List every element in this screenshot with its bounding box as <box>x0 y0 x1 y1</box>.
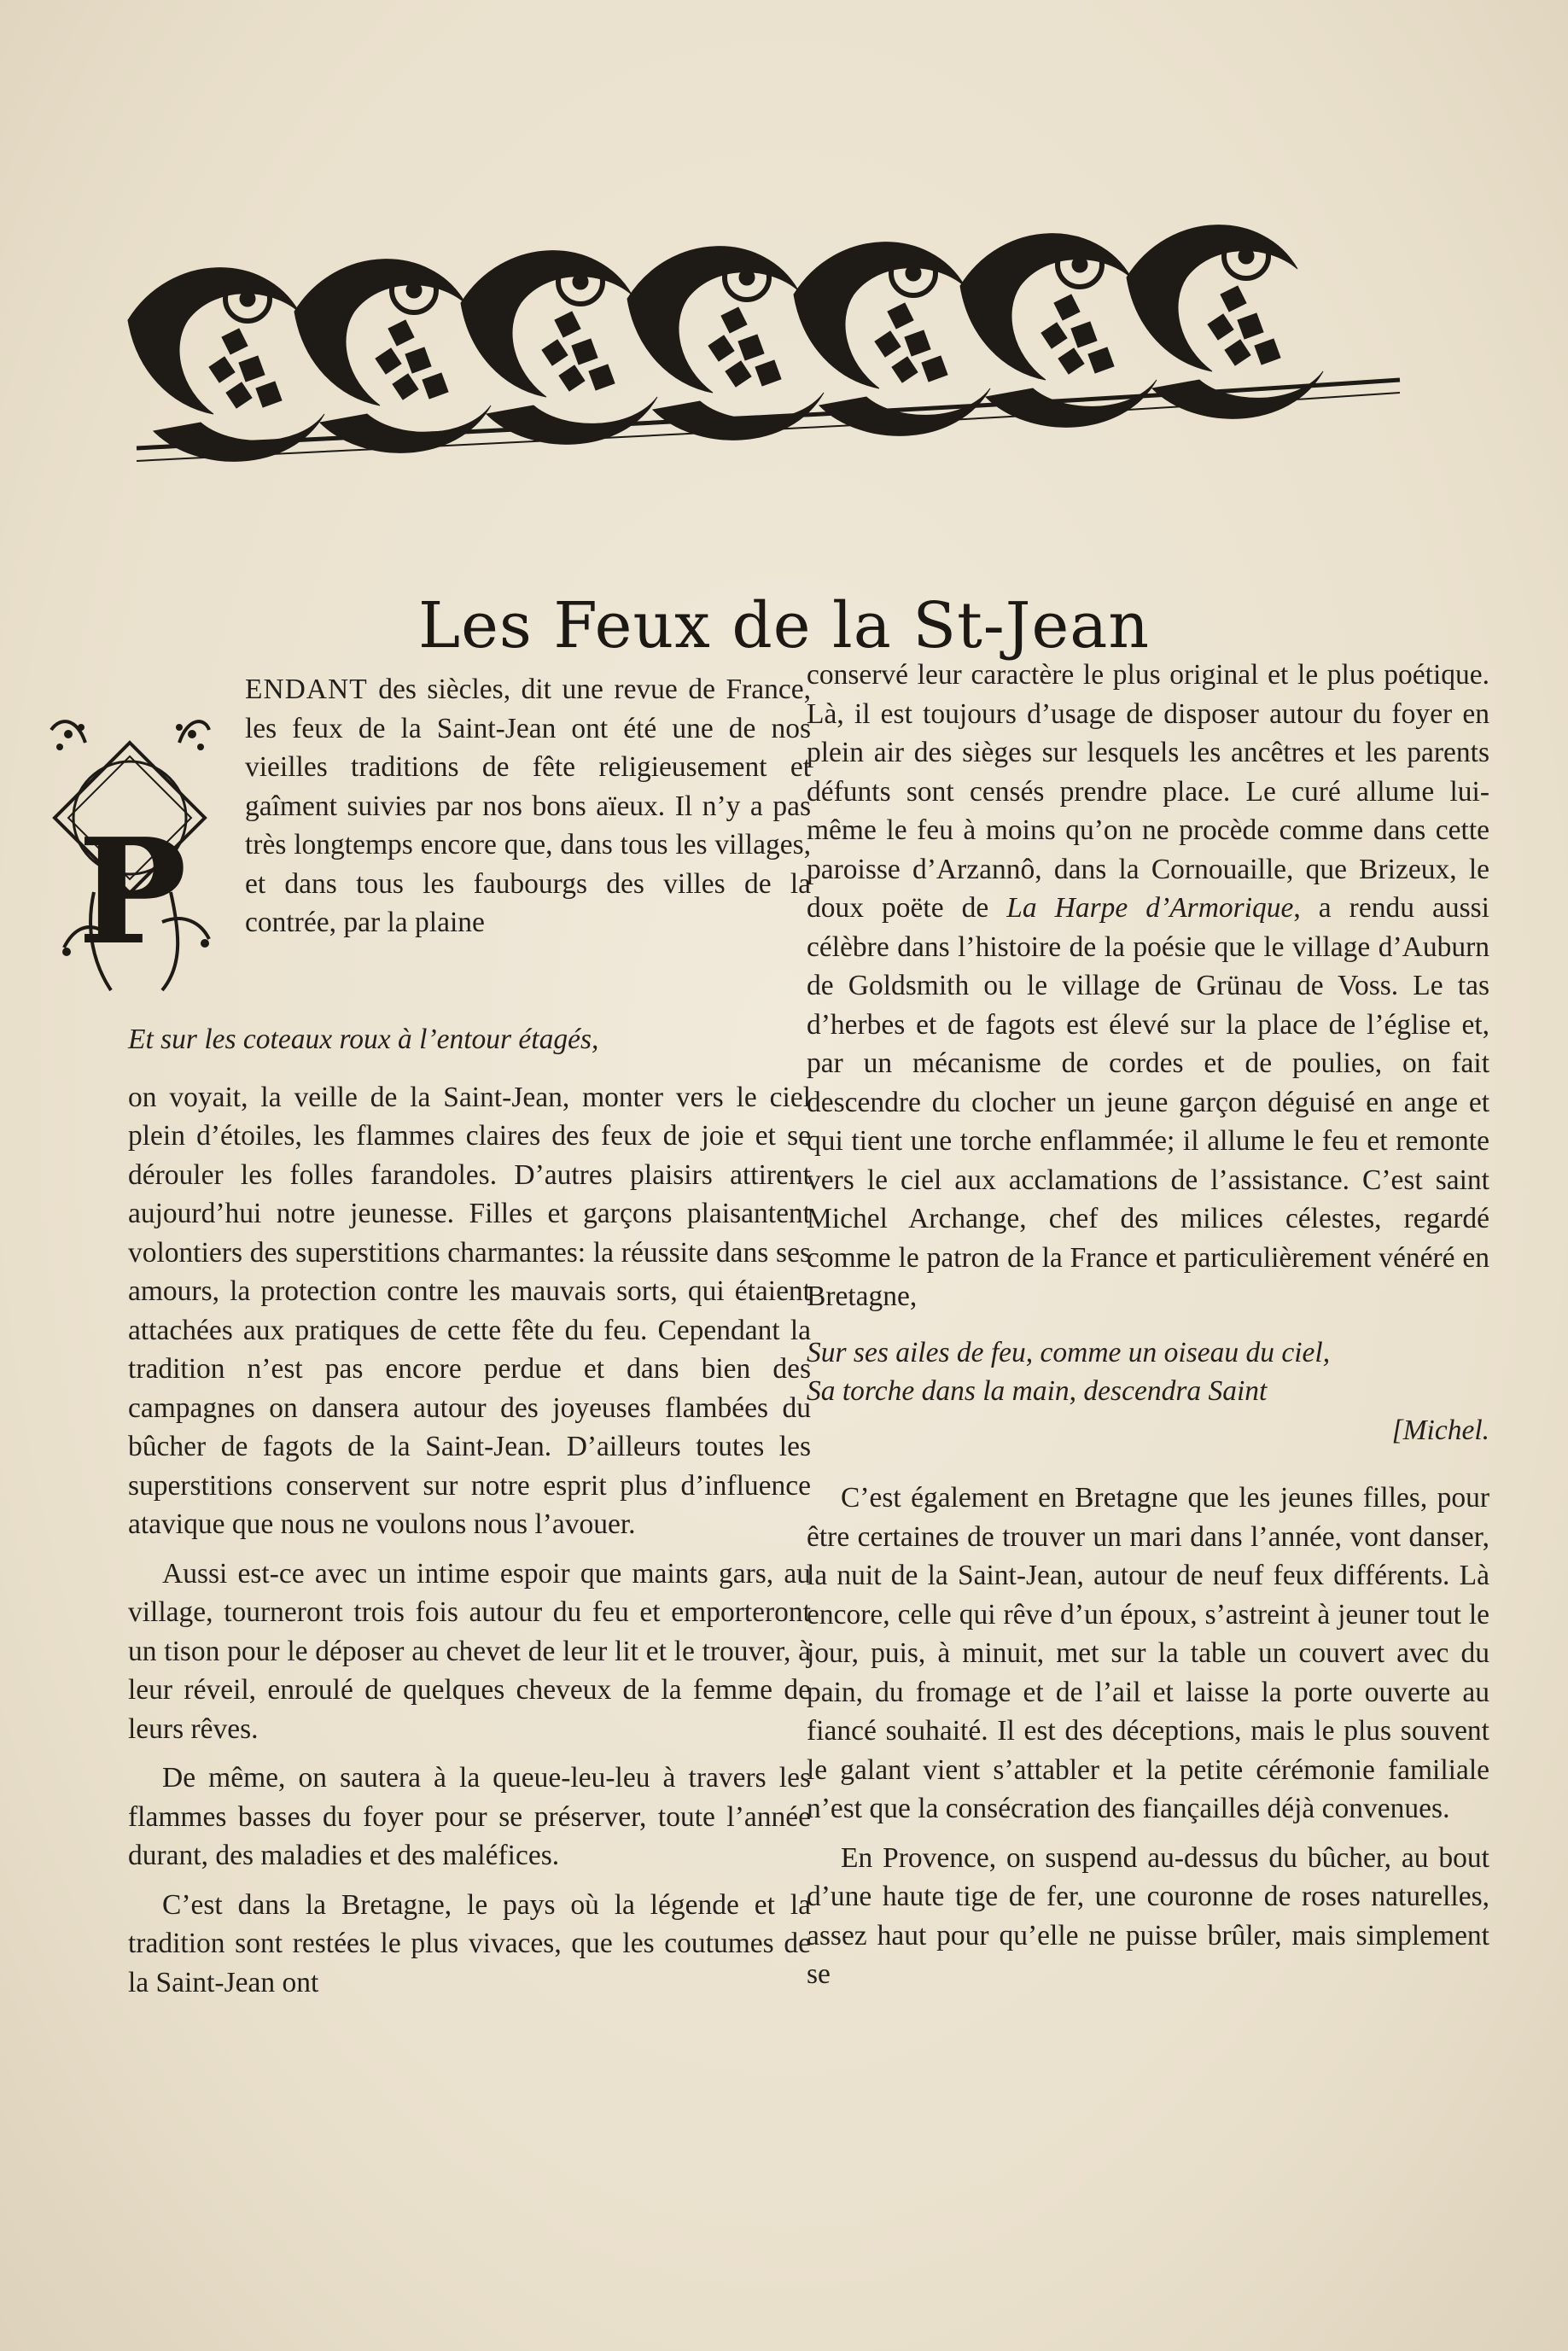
body-paragraph: De même, on sautera à la queue-leu-leu à travers les flammes basses du foyer pour se préserver, toute l’année durant, des maladies et des maléfices. <box>128 1762 811 1871</box>
body-paragraph: C’est également en Bretagne que les jeunes filles, pour être certaines de trouver un mari dans l’année, vont danser, la nuit de la Saint-Jean, autour de neuf feux différents. Là encore, celle qui rêve d’un époux, s’astreint à jeuner tout le jour, puis, à minuit, met sur la table un couvert avec du pain, du fromage et de l’ail et laisse la porte ouverte au fiancé souhaité. Il est des déceptions, mais le plus souvent le galant vient s’attabler et la petite cérémonie familiale n’est que la consécration des fiançailles déjà convenues. <box>807 1482 1489 1824</box>
body-paragraph: En Provence, on suspend au-dessus du bûcher, au bout d’une haute tige de fer, une couronne de roses naturelles, assez haut pour qu’elle ne puisse brûler, mais simplement se <box>807 1841 1489 1990</box>
intro-text: des siècles, dit une revue de France, les feux de la Saint-Jean ont été une de nos vieilles traditions de fête religieusement et gaîment suivies par nos bons aïeux. Il n’y a pas très longtemps encore que, dans tous les villages, et dans tous les faubourgs des villes de la contrée, par la plaine <box>245 674 811 938</box>
dropcap-letter: P <box>78 807 187 977</box>
verse-block <box>807 1333 1489 1450</box>
body-paragraph <box>807 656 1489 1316</box>
floral-header-ornament <box>119 218 1417 499</box>
body-paragraph: C’est dans la Bretagne, le pays où la légende et la tradition sont restées le plus vivaces, que les coutumes de la Saint-Jean ont <box>128 1888 811 1998</box>
article-title: Les Feux de la St-Jean <box>417 588 1151 662</box>
intro-paragraph <box>128 670 811 942</box>
body-text: , a rendu aussi célèbre dans l’histoire de la poésie que le village d’Auburn de Goldsmith ou le village de Grünau de Voss. Le tas d’herbes et de fagots est élevé sur la place de l’église et, par un mécanisme de cordes et de poulies, on fait descendre du clocher un jeune garçon déguisé en ange et qui tient une torche enflammée; il allume le feu et remonte vers le ciel aux acclamations de l’assistance. C’est saint Michel Archange, chef des milices célestes, regardé comme le patron de la France et particulièrement vénéré en Bretagne, <box>807 892 1489 1312</box>
body-paragraph: Aussi est-ce avec un intime espoir que maints gars, au village, tourneront trois fois autour du feu et emporteront un tison pour le déposer au chevet de leur lit et le trouver, à leur réveil, enroulé de quelques cheveux de la femme de leurs rêves. <box>128 1557 811 1745</box>
body-text: conservé leur caractère le plus original et le plus poétique. Là, il est toujours d’usage de disposer autour du foyer en plein air des sièges sur lesquels les ancêtres et les parents défunts sont censés prendre place. Le curé allume lui-même le feu à moins qu’on ne procède comme dans cette paroisse d’Arzannô, dans la Cornouaille, que Brizeux, le doux poëte de <box>807 659 1489 924</box>
verse-line: Et sur les coteaux roux à l’entour étagés, <box>128 1024 599 1055</box>
verse-line: Sa torche dans la main, descendra Saint <box>807 1375 1268 1407</box>
body-paragraph: on voyait, la veille de la Saint-Jean, monter vers le ciel plein d’étoiles, les flammes claires des feux de joie et se dérouler les folles farandoles. D’autres plaisirs attirent aujourd’hui notre jeunesse. Filles et garçons plaisantent volontiers des superstitions charmantes: la réussite dans ses amours, la protection contre les mauvais sorts, qui étaient attachées aux pratiques de cette fête du feu. Cependant la tradition n’est pas encore perdue et dans bien des campagnes on dansera autour des joyeuses flambées du bûcher de fagots de la Saint-Jean. D’ailleurs toutes les superstitions conservent sur notre esprit plus d’influence atavique que nous ne voulons nous l’avouer. <box>128 1081 811 1540</box>
intro-first-word: ENDANT <box>245 674 368 705</box>
right-column <box>807 656 1489 2004</box>
verse-line: Sur ses ailes de feu, comme un oiseau du ciel, <box>807 1336 1331 1368</box>
book-title: La Harpe d’Armorique <box>1006 892 1294 924</box>
left-column <box>78 670 811 2012</box>
verse-line: [Michel. <box>1391 1414 1489 1446</box>
dropcap-ornament <box>34 670 226 1020</box>
